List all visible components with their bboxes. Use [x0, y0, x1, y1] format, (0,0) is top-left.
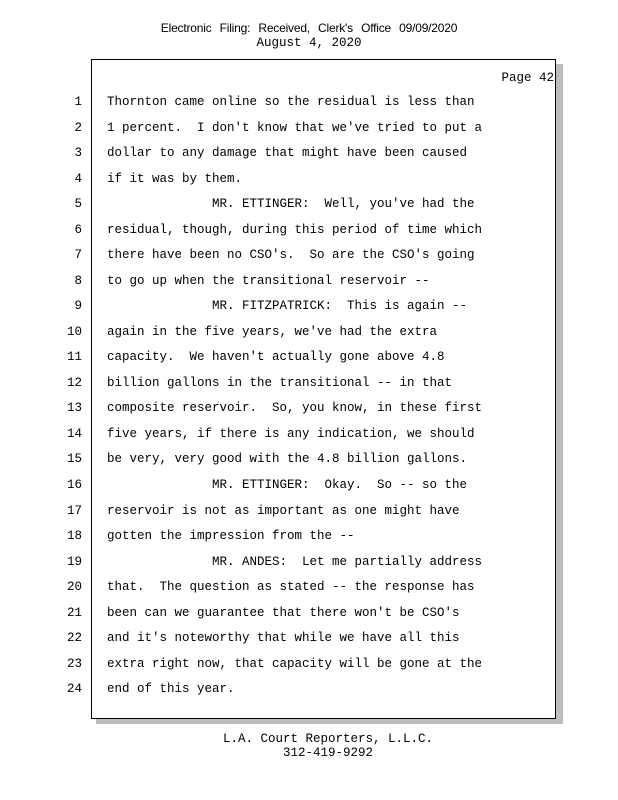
line-number: 12	[66, 376, 82, 390]
line-text: again in the five years, we've had the extra	[107, 325, 438, 339]
line-number: 15	[66, 452, 82, 466]
line-number: 2	[74, 121, 82, 135]
line-text: Thornton came online so the residual is less than	[107, 95, 475, 109]
line-text: be very, very good with the 4.8 billion gallons.	[107, 452, 468, 466]
line-text: there have been no CSO's. So are the CSO's going	[107, 248, 475, 262]
court-reporter-phone: 312-419-9292	[282, 746, 373, 760]
line-number: 9	[74, 299, 82, 313]
line-number: 22	[66, 631, 82, 645]
page-number: Page 42	[501, 71, 554, 85]
line-number: 10	[66, 325, 82, 339]
line-text: capacity. We haven't actually gone above 4.8	[107, 350, 445, 364]
line-text: MR. FITZPATRICK: This is again --	[107, 299, 468, 313]
line-text: been can we guarantee that there won't be CSO's	[107, 606, 460, 620]
line-text: to go up when the transitional reservoir --	[107, 274, 430, 288]
line-text: reservoir is not as important as one might have	[107, 504, 460, 518]
line-text: and it's noteworthy that while we have all this	[107, 631, 460, 645]
line-text: residual, though, during this period of time which	[107, 223, 483, 237]
line-text: if it was by them.	[107, 172, 243, 186]
line-number: 20	[66, 580, 82, 594]
line-text: gotten the impression from the --	[107, 529, 355, 543]
line-number: 6	[74, 223, 82, 237]
line-text: extra right now, that capacity will be gone at the	[107, 657, 483, 671]
line-number: 4	[74, 172, 82, 186]
line-number: 11	[66, 350, 82, 364]
line-number: 24	[66, 682, 82, 696]
line-text: five years, if there is any indication, we should	[107, 427, 475, 441]
line-text: that. The question as stated -- the response has	[107, 580, 475, 594]
line-number: 21	[66, 606, 82, 620]
line-number: 14	[66, 427, 82, 441]
line-number: 5	[74, 197, 82, 211]
line-text: composite reservoir. So, you know, in these first	[107, 401, 483, 415]
line-number: 13	[66, 401, 82, 415]
line-number: 17	[66, 504, 82, 518]
line-text: MR. ETTINGER: Okay. So -- so the	[107, 478, 468, 492]
line-text: billion gallons in the transitional -- in that	[107, 376, 453, 390]
line-number: 3	[74, 146, 82, 160]
line-number: 19	[66, 555, 82, 569]
line-number: 8	[74, 274, 82, 288]
line-text: end of this year.	[107, 682, 235, 696]
line-text: 1 percent. I don't know that we've tried to put a	[107, 121, 483, 135]
line-number: 7	[74, 248, 82, 262]
line-number: 18	[66, 529, 82, 543]
line-number: 23	[66, 657, 82, 671]
line-text: MR. ETTINGER: Well, you've had the	[107, 197, 475, 211]
line-number: 1	[74, 95, 82, 109]
court-reporter-name: L.A. Court Reporters, L.L.C.	[222, 732, 434, 746]
line-text: dollar to any damage that might have been caused	[107, 146, 468, 160]
line-text: MR. ANDES: Let me partially address	[107, 555, 483, 569]
line-number: 16	[66, 478, 82, 492]
filing-stamp: Electronic Filing: Received, Clerk's Office 09/09/2020	[160, 21, 458, 35]
hearing-date: August 4, 2020	[256, 36, 362, 50]
